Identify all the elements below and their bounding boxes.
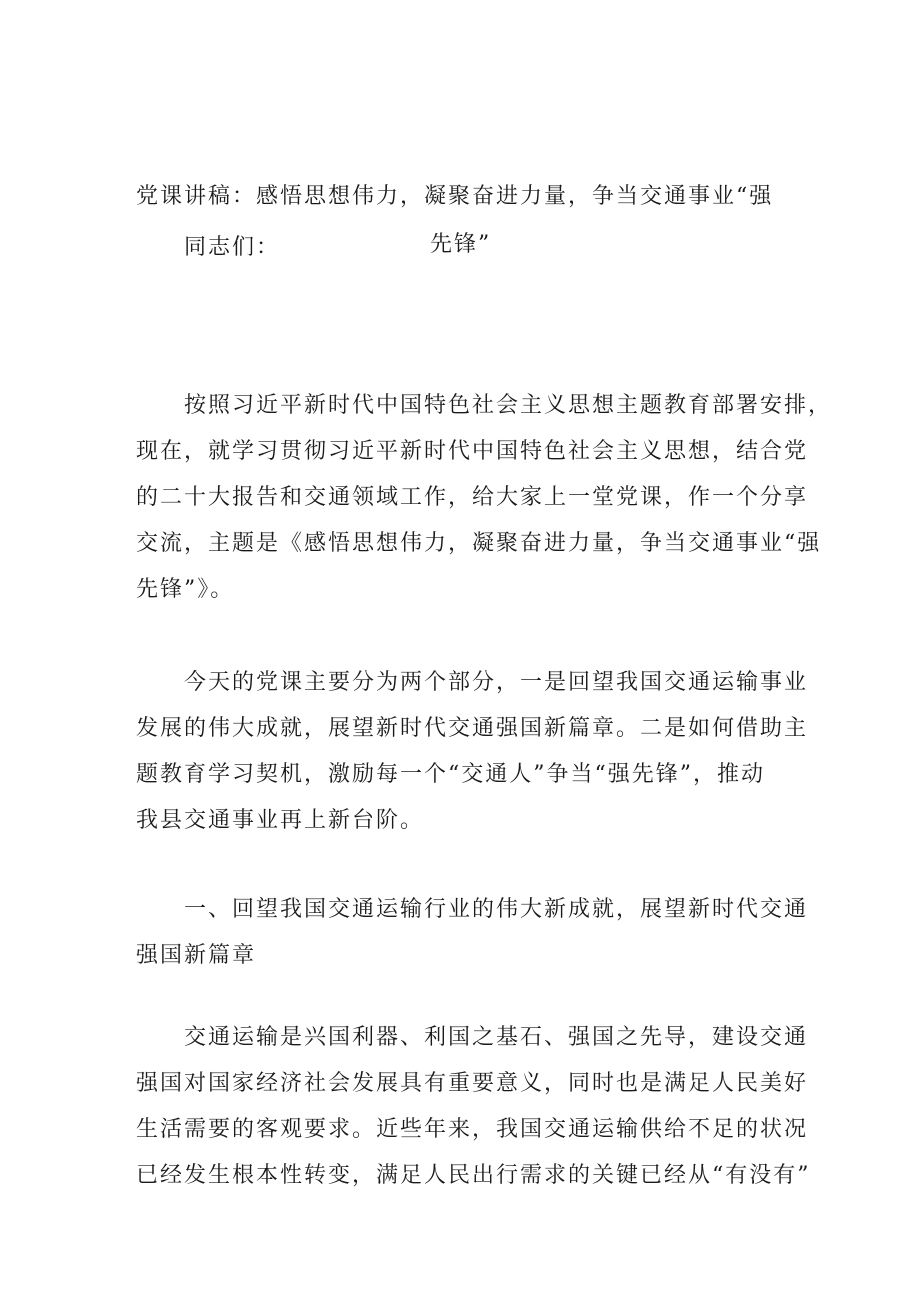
paragraph-line: 的二十大报告和交通领域工作，给大家上一堂党课，作一个分享: [136, 485, 809, 510]
section-heading-line: 一、回望我国交通运输行业的伟大新成就，展望新时代交通: [184, 897, 809, 922]
paragraph-line: 交通运输是兴国利器、利国之基石、强国之先导，建设交通: [184, 1025, 809, 1050]
document-title-line-1: 党课讲稿：感悟思想伟力，凝聚奋进力量，争当交通事业“强: [136, 184, 774, 209]
section-heading-line: 强国新篇章: [136, 943, 257, 968]
paragraph-1: [136, 383, 833, 613]
paragraph-line: 我县交通事业再上新台阶。: [136, 808, 425, 833]
paragraph-line: 现在，就学习贯彻习近平新时代中国特色社会主义思想，结合党: [136, 439, 809, 464]
greeting-text: 同志们：: [184, 235, 281, 260]
greeting: [136, 225, 796, 271]
paragraph-3: [136, 1015, 811, 1199]
paragraph-line: 交流，主题是《感悟思想伟力，凝聚奋进力量，争当交通事业“强: [136, 531, 822, 556]
paragraph-line: 生活需要的客观要求。近些年来，我国交通运输供给不足的状况: [136, 1117, 809, 1142]
paragraph-line: 先锋”》。: [136, 577, 235, 602]
paragraph-line: 今天的党课主要分为两个部分，一是回望我国交通运输事业: [184, 670, 809, 695]
document-title-line-2: 先锋”: [430, 232, 492, 257]
paragraph-line: 已经发生根本性转变，满足人民出行需求的关键已经从“有没有”: [136, 1163, 811, 1188]
section-heading-1: [136, 887, 809, 979]
paragraph-2: [136, 660, 809, 844]
paragraph-line: 强国对国家经济社会发展具有重要意义，同时也是满足人民美好: [136, 1071, 809, 1096]
paragraph-line: 发展的伟大成就，展望新时代交通强国新篇章。二是如何借助主: [136, 716, 809, 741]
paragraph-line: 按照习近平新时代中国特色社会主义思想主题教育部署安排，: [184, 393, 833, 418]
paragraph-line: 题教育学习契机，激励每一个“交通人”争当“强先锋”，推动: [136, 762, 765, 787]
